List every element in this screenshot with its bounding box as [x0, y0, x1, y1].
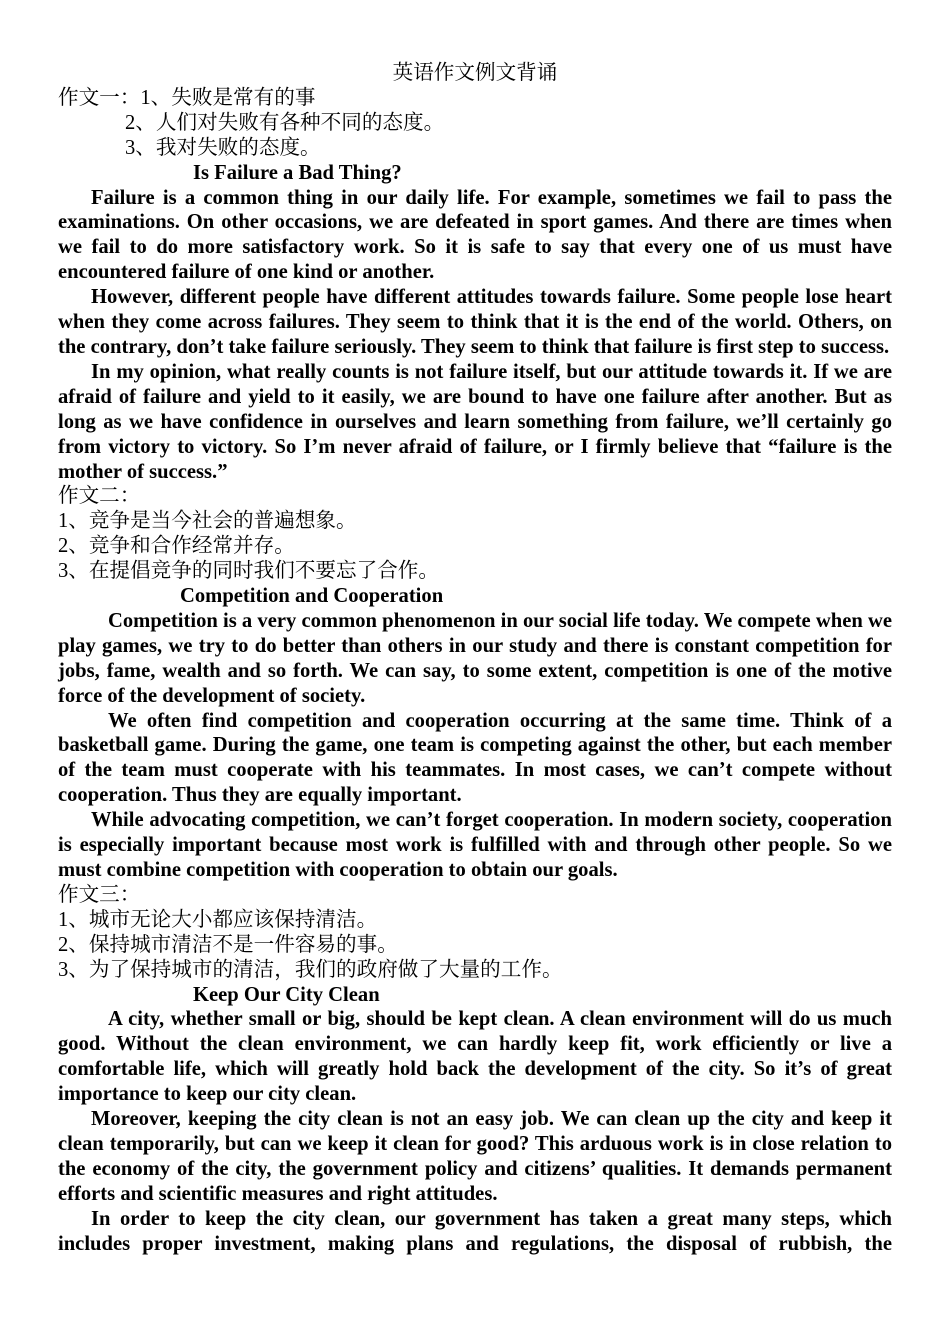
essay1-title: Is Failure a Bad Thing?	[193, 161, 402, 184]
essay3-outline-2: 2、保持城市清洁不是一件容易的事。	[58, 933, 398, 956]
essay3-outline-1: 1、城市无论大小都应该保持清洁。	[58, 908, 378, 931]
essay3-outline-3: 3、为了保持城市的清洁，我们的政府做了大量的工作。	[58, 958, 563, 981]
document-page	[58, 58, 892, 1257]
essay2-outline-2: 2、竞争和合作经常并存。	[58, 535, 295, 558]
essay3-paragraph-1: A city, whether small or big, should be kept clean. A clean environment will do us much good. Without the clean environment, we can hardly keep fit, work efficiently or live a comfortable life, which will greatly hold back the development of the city. So it’s of great importance to keep our city clean.	[58, 1008, 892, 1106]
essay1-paragraph-3: In my opinion, what really counts is not failure itself, but our attitude towards it. If we are afraid of failure and yield to it easily, we are bound to have one failure after another. But as long as we have confidence in ourselves and learn something from failure, we’ll certainly go from victory to victory. So I’m never afraid of failure, or I firmly believe that “failure is the mother of success.”	[58, 360, 892, 483]
essay2-paragraph-2: We often find competition and cooperation occurring at the same time. Think of a basketball game. During the game, one team is competing against the other, but each member of the team must cooperate with his teammates. In most cases, we can’t compete without cooperation. Thus they are equally important.	[58, 709, 892, 807]
essay2-title: Competition and Cooperation	[180, 585, 444, 608]
essay3-paragraph-2: Moreover, keeping the city clean is not an easy job. We can clean up the city and keep it clean temporarily, but can we keep it clean for good? This arduous work is in close relation to the economy of the city, the government policy and citizens’ qualities. It demands permanent efforts and scientific measures and right attitudes.	[58, 1108, 892, 1205]
essay2-paragraph-1: Competition is a very common phenomenon in our social life today. We compete when we play games, we try to do better than others in our study and there is constant competition for jobs, fame, wealth and so forth. We can say, to some extent, competition is one of the motive force of the development of society.	[58, 609, 892, 707]
essay1-outline-3: 3、我对失败的态度。	[125, 136, 321, 159]
essay2-outline-1: 1、竞争是当今社会的普遍想象。	[58, 510, 357, 533]
essay2-outline-3: 3、在提倡竞争的同时我们不要忘了合作。	[58, 560, 439, 583]
essay1-outline-2: 2、人们对失败有各种不同的态度。	[125, 111, 445, 134]
essay2-paragraph-3: While advocating competition, we can’t forget cooperation. In modern society, cooperation is especially important because most work is fulfilled with and through other people. So we must combine competition with cooperation to obtain our goals.	[58, 809, 892, 881]
essay3-title: Keep Our City Clean	[193, 983, 380, 1006]
essay3-paragraph-3: In order to keep the city clean, our government has taken a great many steps, which includes proper investment, making plans and regulations, the disposal of rubbish, the	[58, 1207, 892, 1255]
essay2-label: 作文二：	[58, 485, 141, 508]
essay1-paragraph-2: However, different people have different attitudes towards failure. Some people lose heart when they come across failures. They seem to think that it is the end of the world. Others, on the contrary, don’t take failure seriously. They seem to think that failure is first step to success.	[58, 286, 892, 358]
essay1-outline-1: 作文一：1、失败是常有的事	[58, 86, 316, 109]
essay3-label: 作文三：	[58, 883, 141, 906]
essay1-paragraph-1: Failure is a common thing in our daily life. For example, sometimes we fail to pass the examinations. On other occasions, we are defeated in sport games. And there are times when we fail to do more satisfactory work. So it is safe to say that every one of us must have encountered failure of one kind or another.	[58, 186, 892, 284]
document-title: 英语作文例文背诵	[392, 62, 558, 84]
